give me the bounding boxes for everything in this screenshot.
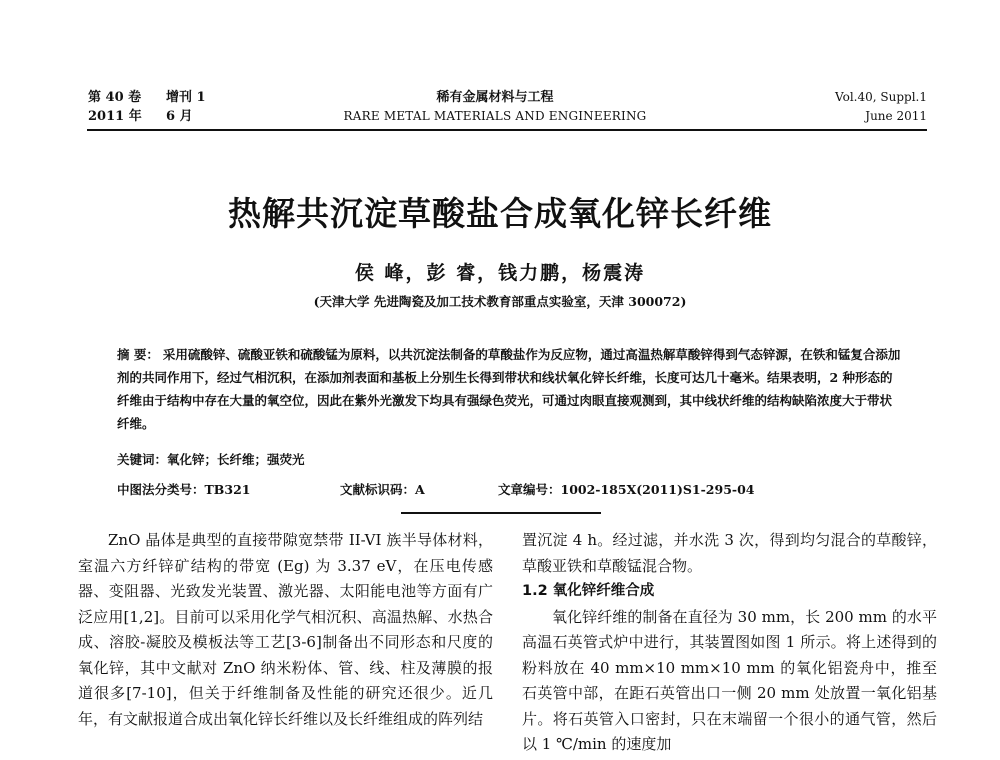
abstract-label: 摘 要： bbox=[117, 347, 159, 362]
year: 2011 年 bbox=[88, 109, 142, 124]
keywords: 关键词：氧化锌；长纤维；强荧光 bbox=[117, 452, 305, 467]
fiber-synthesis-paragraph: 氧化锌纤维的制备在直径为 30 mm，长 200 mm 的水平高温石英管式炉中进行，其装置图如图 1 所示。将上述得到的粉料放在 40 mm×10 mm×10 mm 的氧化铝瓷舟中，推至石英管中部，在距石英管出口一侧 20 mm 处放置一氧化铝基片。将石英管入口密封，只在末端留一个很小的通气管，然后以 1 ℃/min 的速度加 bbox=[522, 607, 937, 753]
date-en: June 2011 bbox=[865, 109, 927, 123]
affiliation: (天津大学 先进陶瓷及加工技术教育部重点实验室，天津 300072) bbox=[313, 294, 687, 309]
section-heading: 1.2 氧化锌纤维合成 bbox=[522, 583, 655, 599]
journal-name-cn: 稀有金属材料与工程 bbox=[436, 90, 554, 105]
volume-en: Vol.40, Suppl.1 bbox=[835, 90, 927, 104]
journal-name-en: RARE METAL MATERIALS AND ENGINEERING bbox=[343, 109, 647, 123]
classification-number: 中图法分类号：TB321 bbox=[117, 482, 251, 497]
header-volume-en-block bbox=[800, 88, 927, 126]
document-code: 文献标识码：A bbox=[340, 482, 425, 497]
abstract bbox=[117, 343, 902, 435]
intro-paragraph: ZnO 晶体是典型的直接带隙宽禁带 II-VI 族半导体材料，室温六方纤锌矿结构的带宽 (Eg) 为 3.37 eV，在压电传感器、变阻器、光致发光装置、激光器、太阳能电池等方面有广泛应用[1,2]。目前可以采用化学气相沉积、高温热解、水热合成、溶胶-凝胶及模板法等工艺[3-6]制备出不同形态和尺度的氧化锌，其中文献对 ZnO 纳米粉体、管、线、柱及薄膜的报道很多[7-10]，但关于纤维制备及性能的研究还很少。近几年，有文献报道合成出氧化锌长纤维以及长纤维组成的阵列结 bbox=[78, 531, 493, 728]
header-divider bbox=[87, 129, 927, 131]
paper-title: 热解共沉淀草酸盐合成氧化锌长纤维 bbox=[228, 194, 772, 233]
supplement-number: 增刊 1 bbox=[166, 90, 206, 105]
volume-number: 第 40 卷 bbox=[88, 90, 142, 105]
article-number: 文章编号：1002-185X(2011)S1-295-04 bbox=[498, 482, 755, 497]
month: 6 月 bbox=[166, 109, 193, 124]
abstract-divider bbox=[401, 512, 601, 514]
authors: 侯 峰，彭 睿，钱力鹏，杨震涛 bbox=[354, 262, 646, 284]
header-volume-block bbox=[88, 88, 206, 126]
method-paragraph-continued: 置沉淀 4 h。经过滤，并水洗 3 次，得到均匀混合的草酸锌，草酸亚铁和草酸锰混合物。 bbox=[522, 531, 937, 575]
body-column-left bbox=[78, 528, 493, 732]
abstract-text: 采用硫酸锌、硫酸亚铁和硫酸锰为原料，以共沉淀法制备的草酸盐作为反应物，通过高温热解草酸锌得到气态锌源，在铁和锰复合添加剂的共同作用下，经过气相沉积，在添加剂表面和基板上分别生长得到带状和线状氧化锌长纤维，长度可达几十毫米。结果表明，2 种形态的纤维由于结构中存在大量的氧空位，因此在紫外光激发下均具有强绿色荧光，可通过肉眼直接观测到，其中线状纤维的结构缺陷浓度大于带状纤维。 bbox=[117, 347, 901, 431]
journal-name-block bbox=[330, 88, 660, 126]
body-column-right bbox=[522, 528, 937, 758]
